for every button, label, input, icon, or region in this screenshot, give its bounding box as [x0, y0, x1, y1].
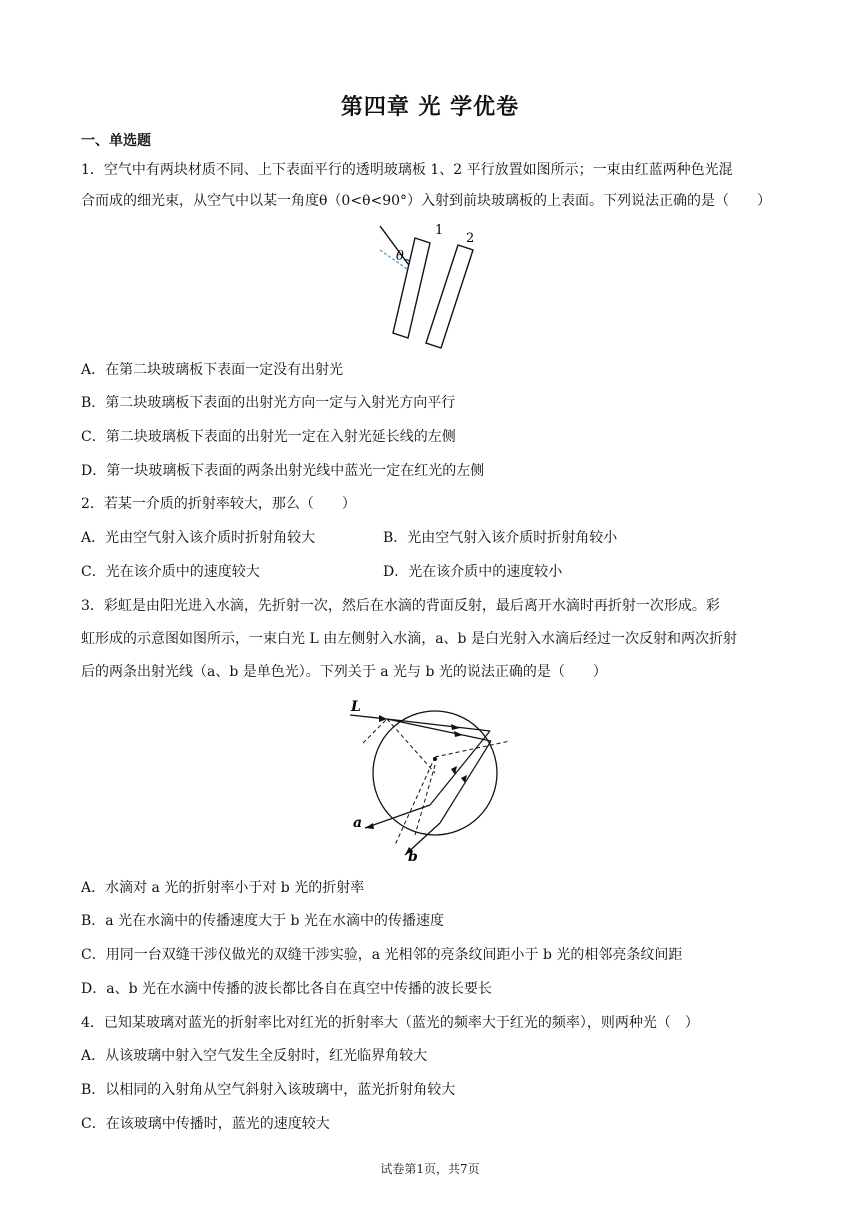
ray-a: [365, 805, 430, 828]
plate-1-label: 1: [435, 223, 444, 238]
glass-plate-2: [426, 245, 473, 348]
plate-2-label: 2: [466, 231, 475, 246]
q2-stem: 2．若某一介质的折射率较大，那么（ ）: [81, 496, 356, 512]
q3-option-c: C．用同一台双缝干涉仪做光的双缝干涉实验，a 光相邻的亮条纹间距小于 b 光的相邻亮条纹间距: [81, 947, 683, 963]
page-footer: 试卷第1页，共7页: [380, 1162, 480, 1176]
q3-stem-line2: 虹形成的示意图如图所示，一束白光 L 由左侧射入水滴，a、b 是白光射入水滴后经过一次反射和两次折射: [81, 631, 737, 647]
q2-option-c: C．光在该介质中的速度较大: [81, 564, 260, 580]
q2-option-a: A．光由空气射入该介质时折射角较大: [81, 530, 316, 546]
q2-option-d: D．光在该介质中的速度较小: [383, 564, 563, 580]
q3-option-a: A．水滴对 a 光的折射率小于对 b 光的折射率: [81, 880, 365, 896]
q1-option-a: A．在第二块玻璃板下表面一定没有出射光: [81, 362, 344, 378]
q4-option-c: C．在该玻璃中传播时，蓝光的速度较大: [81, 1116, 330, 1132]
theta-label: θ: [396, 249, 404, 264]
q1-stem-line1: 1．空气中有两块材质不同、上下表面平行的透明玻璃板 1、2 平行放置如图所示；一束由红蓝两种色光混: [81, 162, 733, 178]
q3-option-b: B．a 光在水滴中的传播速度大于 b 光在水滴中的传播速度: [81, 913, 444, 929]
q3-option-d: D．a、b 光在水滴中传播的波长都比各自在真空中传播的波长要长: [81, 981, 492, 997]
q1-glass-plates-figure: [370, 220, 510, 355]
ray-b-label: b: [408, 849, 418, 865]
q3-rainbow-droplet-figure: [345, 695, 525, 865]
ray-a-label: a: [353, 815, 363, 831]
section-heading: 一、单选题: [81, 133, 151, 149]
q3-stem-line3: 后的两条出射光线（a、b 是单色光）。下列关于 a 光与 b 光的说法正确的是（ ）: [81, 664, 607, 680]
light-L-label: L: [351, 699, 361, 715]
page-title: 第四章 光 学优卷: [340, 95, 520, 120]
q2-option-b: B．光由空气射入该介质时折射角较小: [383, 530, 618, 546]
q3-stem-line1: 3．彩虹是由阳光进入水滴，先折射一次，然后在水滴的背面反射，最后离开水滴时再折射一次形成。彩: [81, 598, 720, 614]
q4-stem: 4．已知某玻璃对蓝光的折射率比对红光的折射率大（蓝光的频率大于红光的频率），则两种光（ ）: [81, 1015, 699, 1031]
q1-option-c: C．第二块玻璃板下表面的出射光一定在入射光延长线的左侧: [81, 429, 456, 445]
q1-option-d: D．第一块玻璃板下表面的两条出射光线中蓝光一定在红光的左侧: [81, 463, 485, 479]
q1-option-b: B．第二块玻璃板下表面的出射光方向一定与入射光方向平行: [81, 395, 456, 411]
q4-option-a: A．从该玻璃中射入空气发生全反射时，红光临界角较大: [81, 1048, 428, 1064]
q4-option-b: B．以相同的入射角从空气斜射入该玻璃中，蓝光折射角较大: [81, 1082, 456, 1098]
q1-stem-line2: 合而成的细光束，从空气中以某一角度θ（0<θ<90°）入射到前块玻璃板的上表面。下列说法正确的是（ ）: [81, 193, 772, 209]
